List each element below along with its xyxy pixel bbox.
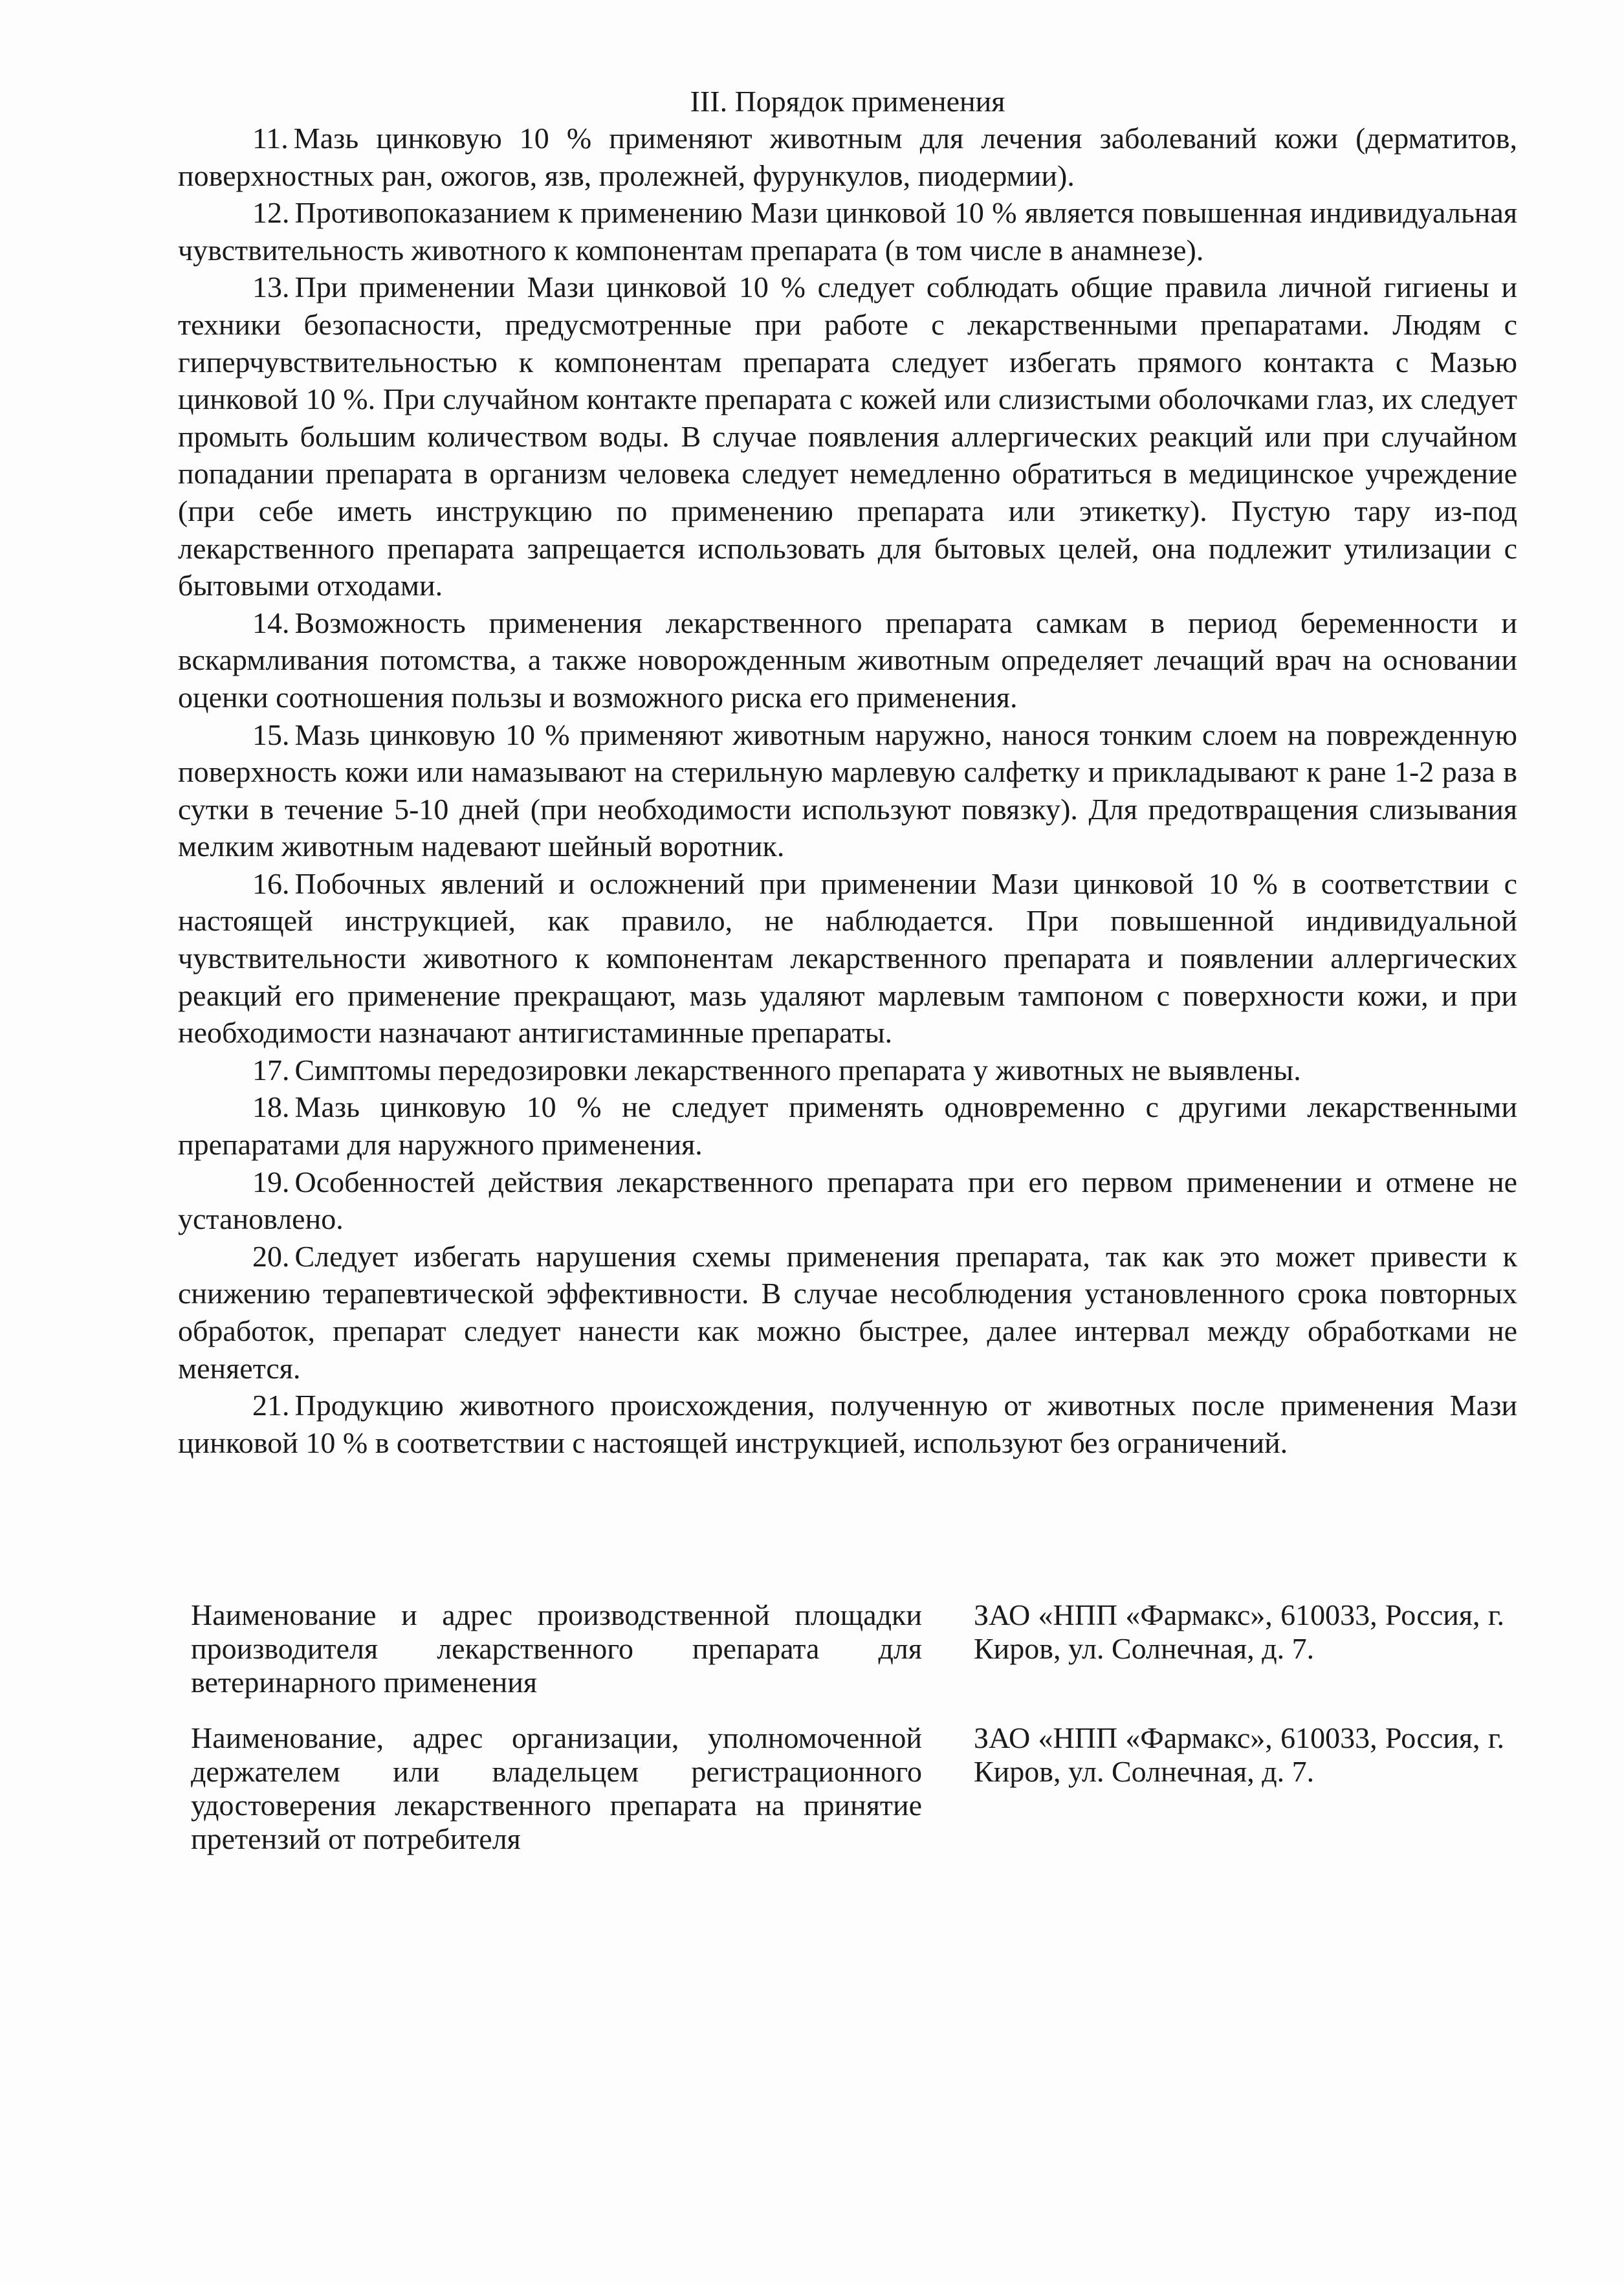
info-row-claims-organization (191, 1721, 1504, 1856)
instructions-text-block (178, 83, 1517, 1461)
paragraph-text: Мазь цинковую 10 % применяют животным наружно, нанося тонким слоем на поврежденную поверхность кожи или намазывают на стерильную марлевую салфетку и прикладывают к ране 1-2 раза в сутки в течение 5-10 дней (при необходимости используют повязку). Для предотвращения слизывания мелким животным надевают шейный воротник. (178, 718, 1517, 863)
info-row-manufacturer (191, 1598, 1504, 1699)
info-value: ЗАО «НПП «Фармакс», 610033, Россия, г. Киров, ул. Солнечная, д. 7. (974, 1721, 1504, 1788)
paragraph-14 (178, 604, 1517, 716)
info-label: Наименование и адрес производственной площадки производителя лекарственного препарата для ветеринарного применения (191, 1598, 922, 1699)
paragraph-text: Мазь цинковую 10 % применяют животным для лечения заболеваний кожи (дерматитов, поверхностных ран, ожогов, язв, пролежней, фурункулов, пиодермии). (178, 122, 1517, 192)
paragraph-number: 17. (252, 1053, 290, 1086)
paragraph-number: 12. (252, 196, 290, 230)
info-label: Наименование, адрес организации, уполномоченной держателем или владельцем регистрационного удостоверения лекарственного препарата на принятие претензий от потребителя (191, 1721, 922, 1855)
paragraph-16 (178, 865, 1517, 1052)
paragraph-20 (178, 1238, 1517, 1387)
paragraph-text: Симптомы передозировки лекарственного препарата у животных не выявлены. (294, 1053, 1301, 1086)
paragraph-15 (178, 716, 1517, 865)
paragraph-number: 13. (252, 270, 290, 304)
manufacturer-info-table (191, 1598, 1504, 1878)
section-title: III. Порядок применения (690, 85, 1005, 118)
paragraph-17 (178, 1052, 1517, 1089)
paragraph-text: Особенностей действия лекарственного препарата при его первом применении и отмене не установлено. (178, 1165, 1517, 1236)
paragraph-18 (178, 1088, 1517, 1163)
paragraph-number: 15. (252, 718, 290, 751)
paragraph-text: Побочных явлений и осложнений при применении Мази цинковой 10 % в соответствии с настоящей инструкцией, как правило, не наблюдается. При повышенной индивидуальной чувствительности животного к компонентам лекарственного препарата и появлении аллергических реакций его применение прекращают, мазь удаляют марлевым тампоном с поверхности кожи, и при необходимости назначают антигистаминные препараты. (178, 866, 1517, 1050)
paragraph-number: 20. (252, 1239, 290, 1273)
paragraph-19 (178, 1164, 1517, 1238)
paragraph-number: 11. (252, 122, 289, 155)
paragraph-number: 18. (252, 1090, 290, 1124)
paragraph-number: 21. (252, 1389, 290, 1422)
paragraph-text: При применении Мази цинковой 10 % следует соблюдать общие правила личной гигиены и техники безопасности, предусмотренные при работе с лекарственными препаратами. Людям с гиперчувствительностью к компонентам препарата следует избегать прямого контакта с Мазью цинковой 10 %. При случайном контакте препарата с кожей или слизистыми оболочками глаз, их следует промыть большим количеством воды. В случае появления аллергических реакций или при случайном попадании препарата в организм человека следует немедленно обратиться в медицинское учреждение (при себе иметь инструкцию по применению препарата или этикетку). Пустую тару из-под лекарственного препарата запрещается использовать для бытовых целей, она подлежит утилизации с бытовыми отходами. (178, 270, 1517, 602)
paragraph-12 (178, 194, 1517, 269)
paragraph-number: 14. (252, 606, 290, 639)
paragraph-text: Возможность применения лекарственного препарата самкам в период беременности и вскармливания потомства, а также новорожденным животным определяет лечащий врач на основании оценки соотношения пользы и возможного риска его применения. (178, 606, 1517, 714)
paragraph-number: 19. (252, 1165, 290, 1198)
paragraph-13 (178, 269, 1517, 604)
paragraph-text: Противопоказанием к применению Мази цинковой 10 % является повышенная индивидуальная чувствительность животного к компонентам препарата (в том числе в анамнезе). (178, 196, 1517, 267)
paragraph-11 (178, 120, 1517, 194)
paragraph-21 (178, 1387, 1517, 1461)
paragraph-text: Мазь цинковую 10 % не следует применять одновременно с другими лекарственными препаратами для наружного применения. (178, 1090, 1517, 1162)
info-value: ЗАО «НПП «Фармакс», 610033, Россия, г. Киров, ул. Солнечная, д. 7. (974, 1598, 1504, 1665)
paragraph-text: Следует избегать нарушения схемы применения препарата, так как это может привести к снижению терапевтической эффективности. В случае несоблюдения установленного срока повторных обработок, препарат следует нанести как можно быстрее, далее интервал между обработками не меняется. (178, 1239, 1517, 1385)
paragraph-number: 16. (252, 866, 290, 900)
paragraph-text: Продукцию животного происхождения, полученную от животных после применения Мази цинковой 10 % в соответствии с настоящей инструкцией, используют без ограничений. (178, 1389, 1517, 1459)
